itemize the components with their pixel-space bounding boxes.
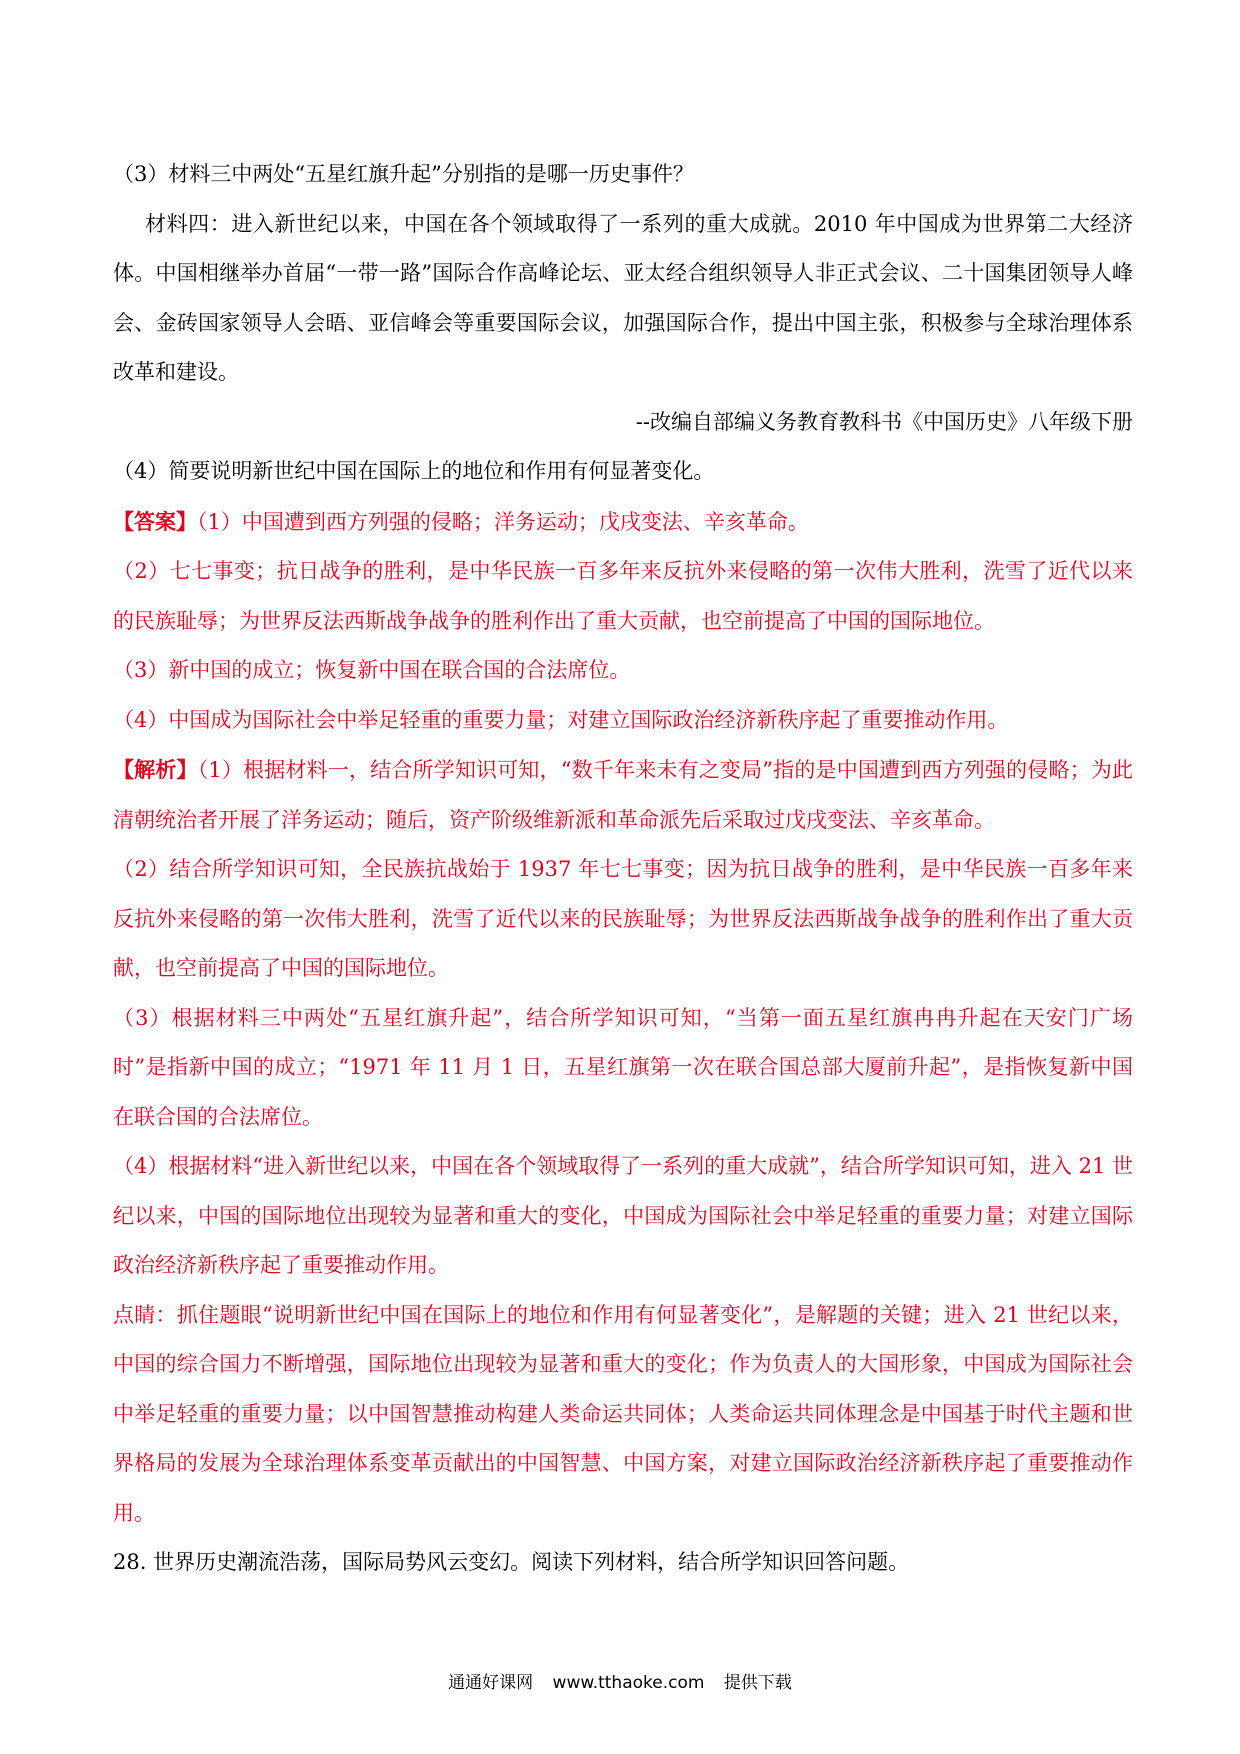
analysis-label: 【解析】 [113, 757, 198, 782]
page-footer [0, 1668, 1240, 1693]
footer-url[interactable]: www.tthaoke.com [552, 1673, 705, 1693]
question-4: （4）简要说明新世纪中国在国际上的地位和作用有何显著变化。 [113, 459, 715, 483]
material-4: 材料四：进入新世纪以来，中国在各个领域取得了一系列的重大成就。2010 年中国成为世界第二大经济体。中国相继举办首届“一带一路”国际合作高峰论坛、亚太经合组织领导人非正式会议、二十国集团领导人峰会、金砖国家领导人会晤、亚信峰会等重要国际会议，加强国际合作，提出中国主张，积极参与全球治理体系改革和建设。 [113, 211, 1133, 384]
analysis-4: （4）根据材料“进入新世纪以来，中国在各个领域取得了一系列的重大成就”，结合所学知识可知，进入 21 世纪以来，中国的国际地位出现较为显著和重大的变化，中国成为国际社会中举足轻重的重要力量；对建立国际政治经济新秩序起了重要推动作用。 [113, 1154, 1133, 1277]
answer-label: 【答案】 [113, 508, 197, 534]
document-body [113, 150, 1133, 1588]
question-28: 28. 世界历史潮流浩荡，国际局势风云变幻。阅读下列材料，结合所学知识回答问题。 [113, 1550, 910, 1574]
answer-4: （4）中国成为国际社会中举足轻重的重要力量；对建立国际政治经济新秩序起了重要推动作用。 [113, 707, 1009, 732]
answer-block-1 [113, 497, 1133, 548]
analysis-1: （1）根据材料一，结合所学知识可知，“数千年来未有之变局”指的是中国遭到西方列强的侵略；为此清朝统治者开展了洋务运动；随后，资产阶级维新派和革命派先后采取过戊戌变法、辛亥革命。 [113, 758, 1133, 832]
analysis-3: （3）根据材料三中两处“五星红旗升起”，结合所学知识可知，“当第一面五星红旗冉冉升起在天安门广场时”是指新中国的成立；“1971 年 11 月 1 日，五星红旗第一次在联合国总部大厦前升起”，是指恢复新中国在联合国的合法席位。 [113, 1005, 1133, 1129]
question-3: （3）材料三中两处“五星红旗升起”分别指的是哪一历史事件？ [113, 162, 694, 186]
key-point: 点睛：抓住题眼“说明新世纪中国在国际上的地位和作用有何显著变化”，是解题的关键；进入 21 世纪以来，中国的综合国力不断增强，国际地位出现较为显著和重大的变化；作为负责人的大国形象，中国成为国际社会中举足轻重的重要力量；以中国智慧推动构建人类命运共同体；人类命运共同体理念是中国基于时代主题和世界格局的发展为全球治理体系变革贡献出的中国智慧、中国方案，对建立国际政治经济新秩序起了重要推动作用。 [113, 1302, 1133, 1525]
material-source: --改编自部编义务教育教科书《中国历史》八年级下册 [635, 409, 1133, 434]
answer-2: （2）七七事变；抗日战争的胜利，是中华民族一百多年来反抗外来侵略的第一次伟大胜利，洗雪了近代以来的民族耻辱；为世界反法西斯战争战争的胜利作出了重大贡献，也空前提高了中国的国际地位。 [113, 559, 1133, 633]
footer-site-name: 通通好课网 [448, 1673, 534, 1693]
footer-suffix: 提供下载 [723, 1673, 792, 1693]
analysis-2: （2）结合所学知识可知，全民族抗战始于 1937 年七七事变；因为抗日战争的胜利，是中华民族一百多年来反抗外来侵略的第一次伟大胜利，洗雪了近代以来的民族耻辱；为世界反法西斯战争战争的胜利作出了重大贡献，也空前提高了中国的国际地位。 [113, 857, 1133, 980]
answer-3: （3）新中国的成立；恢复新中国在联合国的合法席位。 [113, 658, 631, 682]
analysis-block-1 [113, 745, 1133, 845]
answer-1: （1）中国遭到西方列强的侵略；洋务运动；戊戌变法、辛亥革命。 [197, 509, 809, 534]
